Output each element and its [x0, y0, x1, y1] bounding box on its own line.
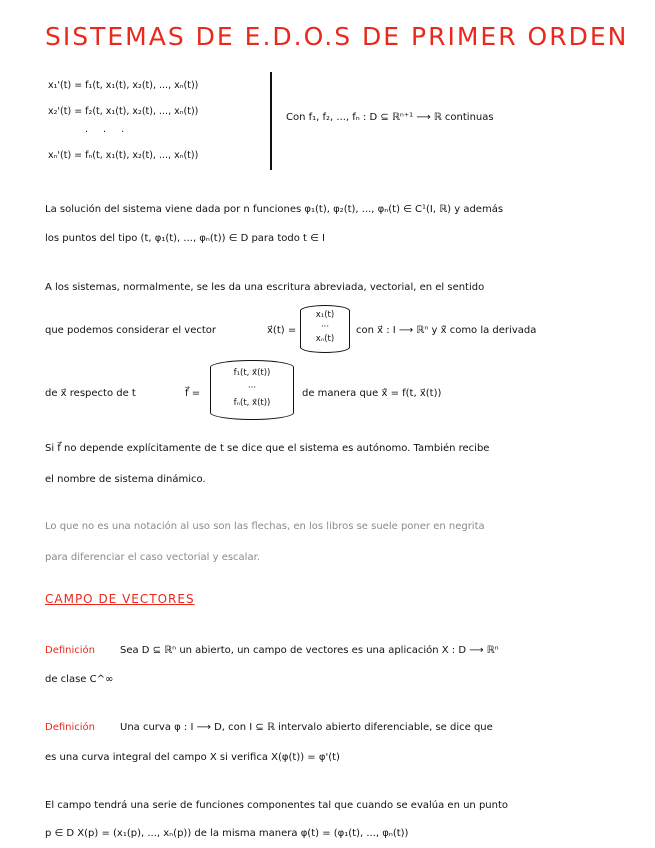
system-condition: Con f₁, f₂, ..., fₙ : D ⊆ ℝⁿ⁺¹ ⟶ ℝ continuas: [286, 112, 494, 123]
equation-n: xₙ'(t) = fₙ(t, x₁(t), x₂(t), ..., xₙ(t)): [48, 150, 199, 161]
equation-2: x₂'(t) = f₂(t, x₁(t), x₂(t), ..., xₙ(t)): [48, 106, 199, 117]
solution-text-line2: los puntos del tipo (t, φ₁(t), ..., φₙ(t)) ∈ D para todo t ∈ I: [45, 233, 325, 244]
f-vector-entries: [218, 366, 286, 411]
autonomous-text-line1: Si f⃗ no depende explícitamente de t se dice que el sistema es autónomo. También recibe: [45, 443, 490, 454]
definition-label-1: Definición: [45, 645, 95, 656]
f-vector-entry: fₙ(t, x⃗(t)): [233, 398, 271, 408]
f-vector-label: f⃗ =: [185, 388, 201, 399]
equation-1: x₁'(t) = f₁(t, x₁(t), x₂(t), ..., xₙ(t)): [48, 80, 199, 91]
definition-1-line2: de clase C^∞: [45, 674, 114, 685]
solution-text-line1: La solución del sistema viene dada por n funciones φ₁(t), φ₂(t), ..., φₙ(t) ∈ C¹(I, ℝ) y además: [45, 204, 504, 215]
page-title: SISTEMAS DE E.D.O.S DE PRIMER ORDEN: [45, 22, 629, 51]
vector-text-line3a: de x⃗ respecto de t: [45, 388, 136, 399]
system-bracket: [270, 72, 272, 170]
x-vector-label: x⃗(t) =: [267, 325, 297, 336]
definition-2-line2: es una curva integral del campo X si verifica X(φ(t)) = φ'(t): [45, 752, 340, 763]
equation-dots: . . .: [85, 124, 131, 135]
f-vector-entry: f₁(t, x⃗(t)): [233, 368, 271, 378]
notation-note-line1: Lo que no es una notación al uso son las flechas, en los libros se suele poner en negrita: [45, 521, 485, 532]
f-vector-entry: ···: [247, 383, 257, 393]
vector-text-line3b: de manera que x⃗̇ = f(t, x⃗(t)): [302, 388, 442, 399]
x-vector-entry: xₙ(t): [315, 334, 335, 344]
components-text-line1: El campo tendrá una serie de funciones componentes tal que cuando se evalúa en un punto: [45, 800, 509, 811]
vector-text-line1: A los sistemas, normalmente, se les da una escritura abreviada, vectorial, en el sentido: [45, 282, 485, 293]
x-vector-entries: [308, 309, 342, 345]
components-text-line2: p ∈ D X(p) = (x₁(p), ..., xₙ(p)) de la misma manera φ(t) = (φ₁(t), ..., φₙ(t)): [45, 828, 409, 839]
x-vector-entry: ···: [320, 322, 330, 332]
definition-1-line1: Sea D ⊆ ℝⁿ un abierto, un campo de vectores es una aplicación X : D ⟶ ℝⁿ: [120, 645, 499, 656]
definition-2-line1: Una curva φ : I ⟶ D, con I ⊆ ℝ intervalo abierto diferenciable, se dice que: [120, 722, 493, 733]
section-title: CAMPO DE VECTORES: [45, 592, 195, 606]
vector-text-line2b: con x⃗ : I ⟶ ℝⁿ y x⃗̇ como la derivada: [356, 325, 537, 336]
definition-label-2: Definición: [45, 722, 95, 733]
autonomous-text-line2: el nombre de sistema dinámico.: [45, 474, 206, 485]
x-vector-entry: x₁(t): [315, 310, 335, 320]
vector-text-line2a: que podemos considerar el vector: [45, 325, 217, 336]
notation-note-line2: para diferenciar el caso vectorial y escalar.: [45, 552, 260, 563]
